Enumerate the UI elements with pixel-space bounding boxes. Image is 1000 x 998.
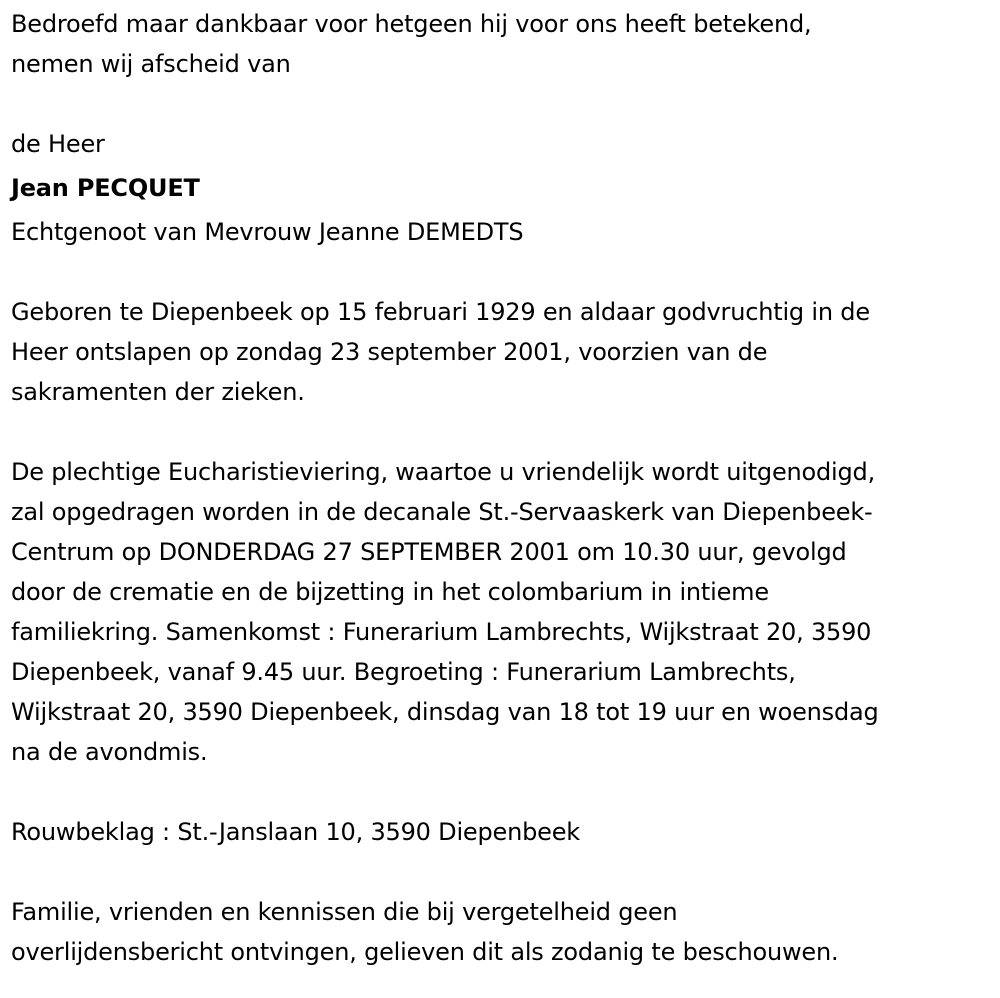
ceremony-line: Centrum op DONDERDAG 27 SEPTEMBER 2001 om 10.30 uur, gevolgd (11, 538, 847, 566)
ceremony-line: De plechtige Eucharistieviering, waartoe u vriendelijk wordt uitgenodigd, (11, 458, 876, 486)
ceremony-paragraph (11, 452, 1000, 772)
spouse-line: Echtgenoot van Mevrouw Jeanne DEMEDTS (11, 218, 524, 246)
condolences-paragraph (11, 812, 1000, 852)
closing-line: Familie, vrienden en kennissen die bij vergetelheid geen (11, 898, 678, 926)
birth-death-paragraph (11, 292, 1000, 412)
deceased-heading (11, 124, 1000, 252)
spacer (11, 852, 1000, 892)
birth-death-line: Geboren te Diepenbeek op 15 februari 1929 en aldaar godvruchtig in de (11, 298, 870, 326)
intro-line: Bedroefd maar dankbaar voor hetgeen hij voor ons heeft betekend, (11, 10, 812, 38)
intro-paragraph (11, 4, 1000, 84)
spacer (11, 252, 1000, 292)
closing-line: overlijdensbericht ontvingen, gelieven dit als zodanig te beschouwen. (11, 938, 839, 966)
condolences-line: Rouwbeklag : St.-Janslaan 10, 3590 Diepenbeek (11, 818, 580, 846)
ceremony-line: Diepenbeek, vanaf 9.45 uur. Begroeting : Funerarium Lambrechts, (11, 658, 796, 686)
ceremony-line: Wijkstraat 20, 3590 Diepenbeek, dinsdag van 18 tot 19 uur en woensdag (11, 698, 879, 726)
deceased-name: Jean PECQUET (11, 174, 200, 202)
birth-death-line: sakramenten der zieken. (11, 378, 305, 406)
ceremony-line: door de crematie en de bijzetting in het colombarium in intieme (11, 578, 769, 606)
closing-paragraph (11, 892, 1000, 972)
ceremony-line: zal opgedragen worden in de decanale St.-Servaaskerk van Diepenbeek- (11, 498, 873, 526)
salutation: de Heer (11, 130, 105, 158)
ceremony-line: familiekring. Samenkomst : Funerarium Lambrechts, Wijkstraat 20, 3590 (11, 618, 872, 646)
spacer (11, 84, 1000, 124)
spacer (11, 412, 1000, 452)
spacer (11, 772, 1000, 812)
ceremony-line: na de avondmis. (11, 738, 208, 766)
birth-death-line: Heer ontslapen op zondag 23 september 2001, voorzien van de (11, 338, 768, 366)
intro-line: nemen wij afscheid van (11, 50, 291, 78)
